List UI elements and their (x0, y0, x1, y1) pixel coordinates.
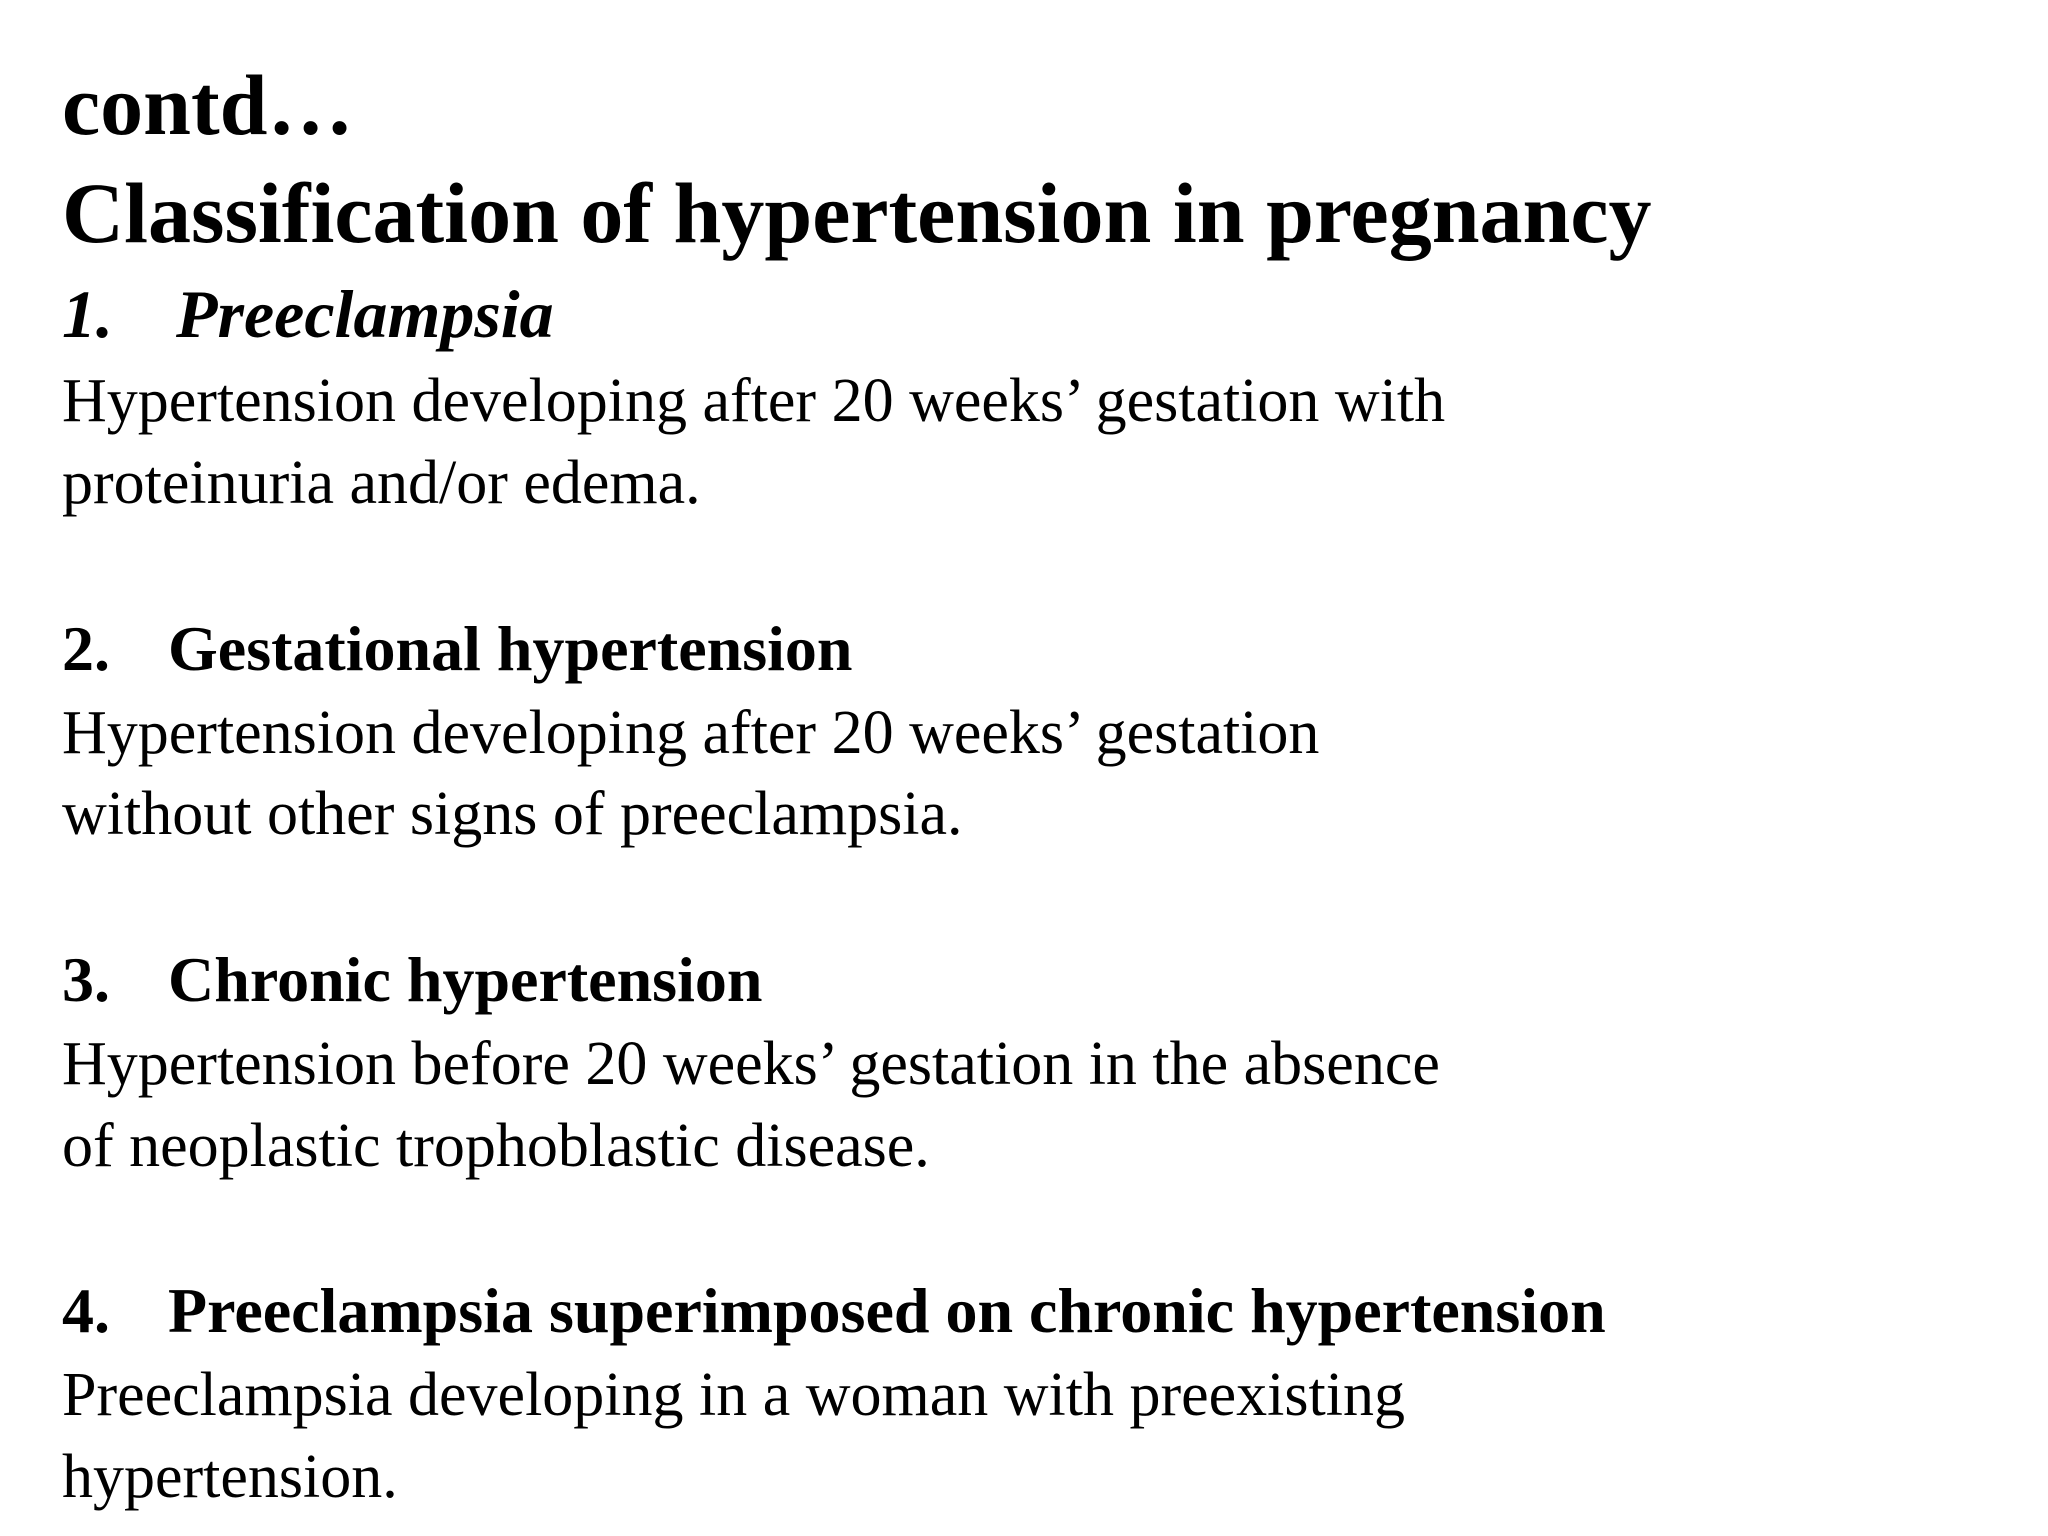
slide-title-line-1: contd… (62, 57, 354, 153)
item-1-heading (62, 276, 554, 352)
item-4-text-line-2: hypertension. (62, 1443, 398, 1511)
item-2-text-line-2: without other signs of preeclampsia. (62, 780, 963, 848)
item-4-heading (62, 1275, 1606, 1346)
item-4-text-line-1: Preeclampsia developing in a woman with preexisting (62, 1361, 1405, 1429)
item-1-text-line-1: Hypertension developing after 20 weeks’ gestation with (62, 367, 1446, 435)
item-3-text-line-1: Hypertension before 20 weeks’ gestation in the absence (62, 1030, 1440, 1098)
item-1-text-line-2: proteinuria and/or edema. (62, 449, 701, 517)
item-3-number: 3. (62, 944, 110, 1015)
item-4-number: 4. (62, 1275, 110, 1346)
item-2-heading (62, 613, 853, 684)
item-1-number: 1. (62, 276, 113, 352)
item-2-title: Gestational hypertension (168, 613, 853, 684)
item-4-title: Preeclampsia superimposed on chronic hypertension (168, 1275, 1606, 1346)
item-3-heading (62, 944, 763, 1015)
item-2-number: 2. (62, 613, 110, 684)
item-1-title: Preeclampsia (176, 276, 554, 352)
item-3-title: Chronic hypertension (168, 944, 763, 1015)
item-2-text-line-1: Hypertension developing after 20 weeks’ gestation (62, 699, 1320, 767)
slide-title-line-2: Classification of hypertension in pregnancy (62, 165, 1652, 261)
item-3-text-line-2: of neoplastic trophoblastic disease. (62, 1112, 930, 1180)
